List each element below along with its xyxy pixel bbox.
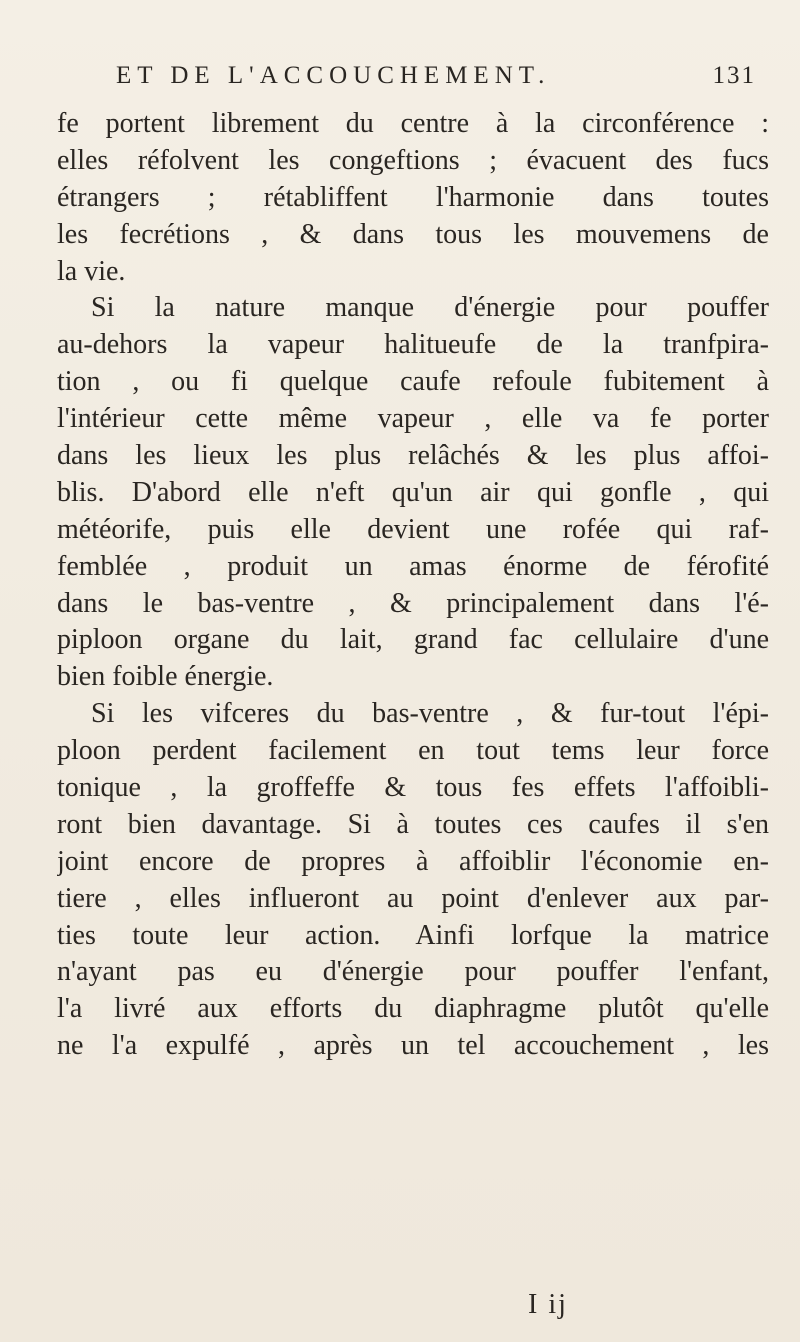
text-line: ront bien davantage. Si à toutes ces caufes il s'en [57, 808, 769, 840]
text-line: elles réfolvent les congeftions ; évacuent des fucs [57, 144, 769, 176]
text-line: dans les lieux les plus relâchés & les plus affoi- [57, 440, 769, 472]
text-line: ties toute leur action. Ainfi lorfque la matrice [57, 919, 769, 951]
text-line: joint encore de propres à affoiblir l'économie en- [57, 845, 769, 877]
text-line: au-dehors la vapeur halitueufe de la tranfpira- [57, 329, 769, 361]
text-line: étrangers ; rétabliffent l'harmonie dans toutes [57, 181, 769, 213]
page-number: 131 [712, 62, 756, 89]
text-line: dans le bas-ventre , & principalement dans l'é- [57, 587, 769, 619]
text-line: l'intérieur cette même vapeur , elle va fe porter [57, 403, 769, 435]
text-line: ploon perdent facilement en tout tems leur force [57, 735, 769, 767]
text-line: femblée , produit un amas énorme de férofité [57, 550, 769, 582]
text-line: tion , ou fi quelque caufe refoule fubitement à [57, 366, 769, 398]
text-line: Si la nature manque d'énergie pour pouffer [91, 292, 769, 324]
text-line: n'ayant pas eu d'énergie pour pouffer l'enfant, [57, 956, 769, 988]
text-line: tiere , elles influeront au point d'enlever aux par- [57, 882, 769, 914]
text-line: la vie. [57, 255, 126, 287]
body-text [57, 106, 769, 1065]
text-line: Si les vifceres du bas-ventre , & fur-tout l'épi- [91, 698, 769, 730]
text-line: blis. D'abord elle n'eft qu'un air qui gonfle , qui [57, 476, 769, 508]
text-line: bien foible énergie. [57, 661, 274, 693]
text-line: les fecrétions , & dans tous les mouvemens de [57, 218, 769, 250]
text-line: ne l'a expulfé , après un tel accouchement , les [57, 1030, 769, 1062]
signature-mark: I ij [528, 1289, 568, 1320]
text-line: piploon organe du lait, grand fac cellulaire d'une [57, 624, 769, 656]
text-line: tonique , la groffeffe & tous fes effets l'affoibli- [57, 772, 769, 804]
running-head [116, 58, 756, 94]
text-line: fe portent librement du centre à la circonférence : [57, 108, 769, 139]
text-line: météorife, puis elle devient une rofée qui raf- [57, 513, 769, 545]
text-line: l'a livré aux efforts du diaphragme plutôt qu'elle [57, 993, 769, 1025]
running-head-title: ET DE L'ACCOUCHEMENT. [116, 62, 551, 89]
